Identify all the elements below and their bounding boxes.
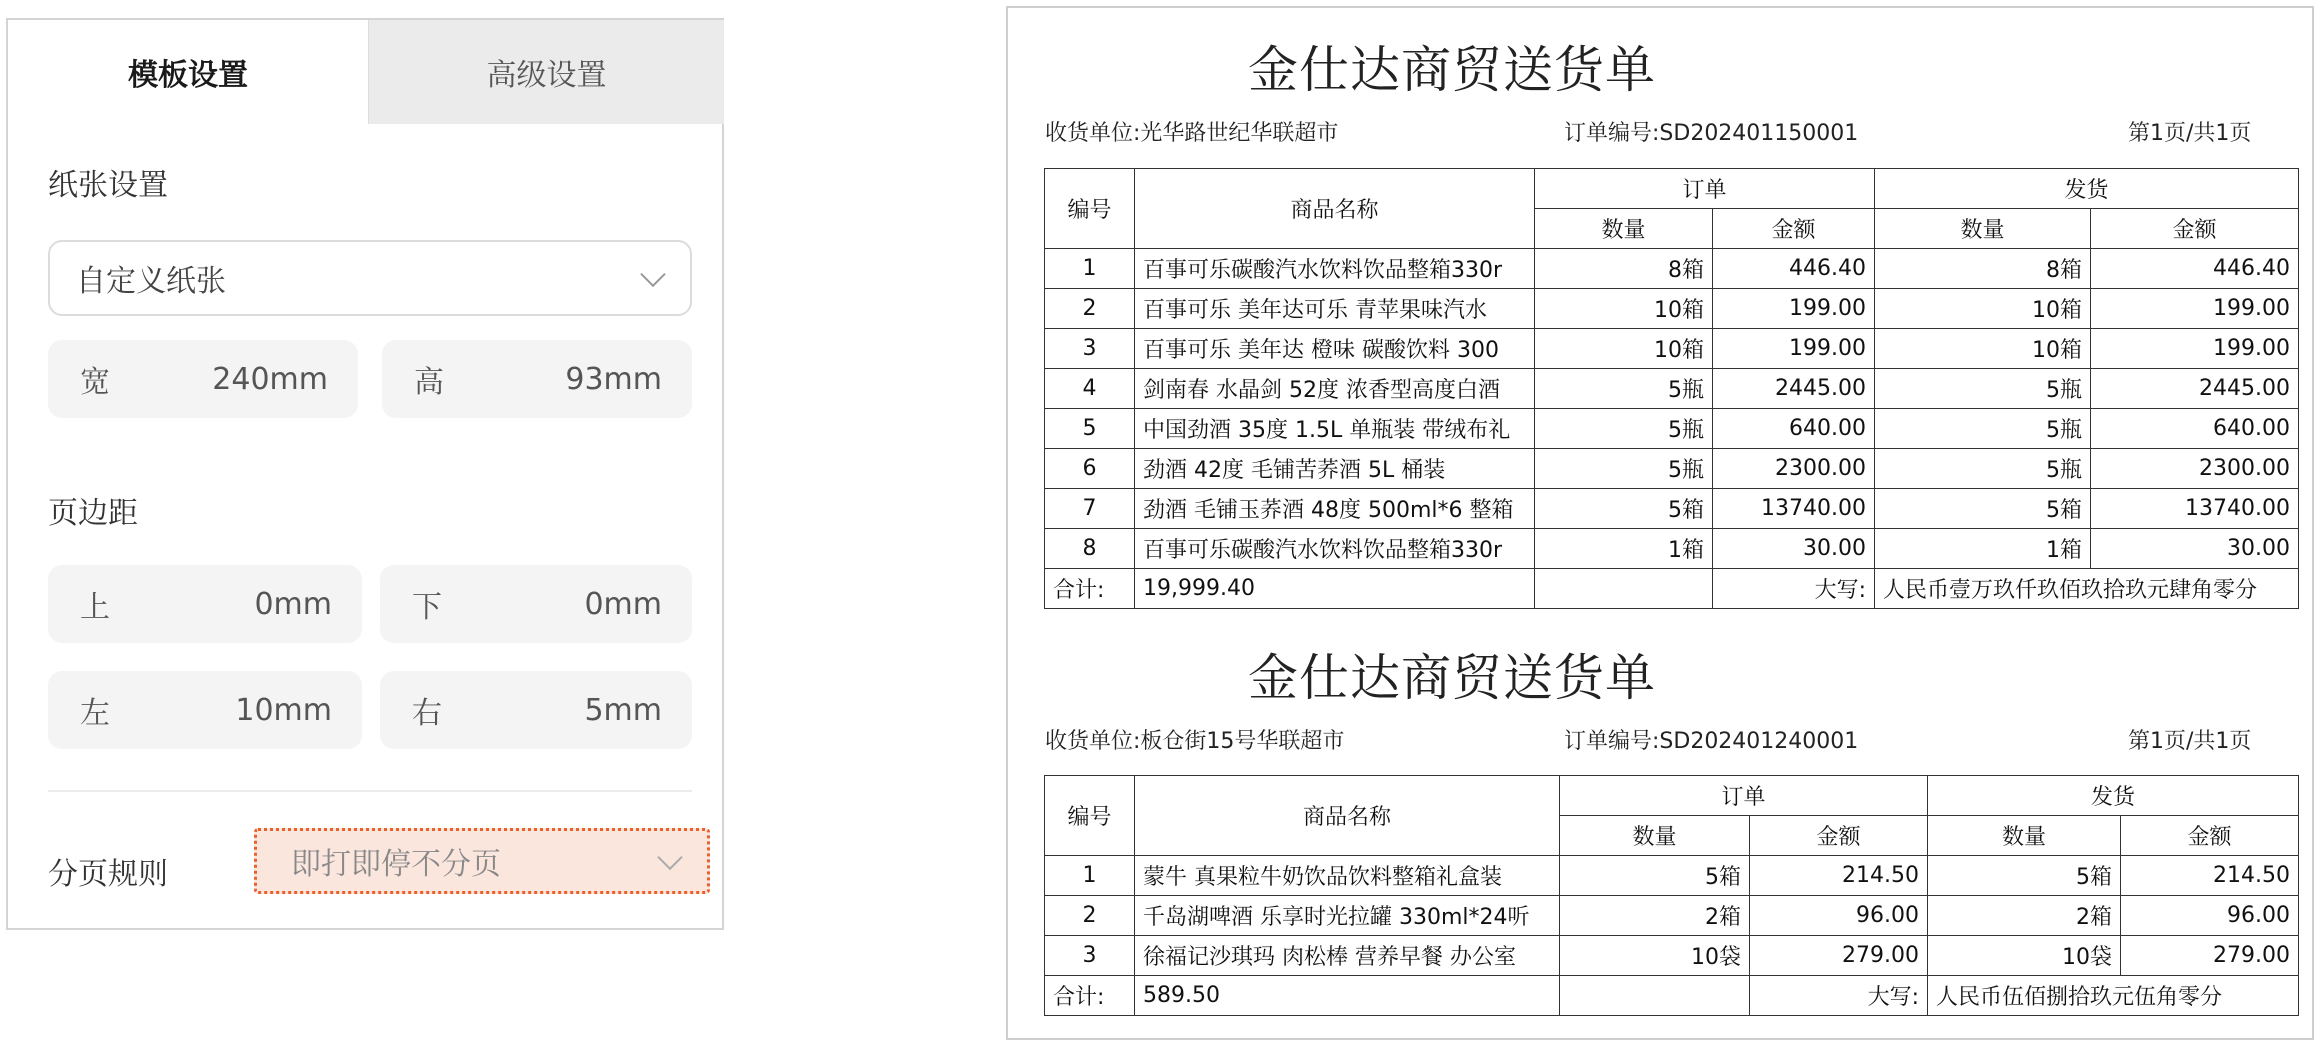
row-ship-qty: 8箱 bbox=[1875, 249, 2091, 289]
row-ship-qty: 10箱 bbox=[1875, 289, 2091, 329]
print-preview bbox=[1006, 6, 2314, 1040]
row-no: 8 bbox=[1045, 529, 1135, 569]
header-no: 编号 bbox=[1045, 776, 1135, 856]
header-order-qty: 数量 bbox=[1535, 209, 1713, 249]
empty-cell bbox=[1560, 976, 1750, 1016]
delivery-note-title: 金仕达商贸送货单 bbox=[1248, 41, 1656, 99]
paper-size-value: 自定义纸张 bbox=[76, 264, 226, 299]
row-order-qty: 10箱 bbox=[1535, 289, 1713, 329]
row-product-name: 剑南春 水晶剑 52度 浓香型高度白酒 bbox=[1135, 369, 1535, 409]
row-no: 3 bbox=[1045, 329, 1135, 369]
row-ship-qty: 5箱 bbox=[1875, 489, 2091, 529]
row-product-name: 劲酒 42度 毛铺苦荞酒 5L 桶装 bbox=[1135, 449, 1535, 489]
row-no: 1 bbox=[1045, 249, 1135, 289]
receiver-info: 收货单位:光华路世纪华联超市 bbox=[1045, 121, 1339, 146]
page-indicator: 第1页/共1页 bbox=[2128, 121, 2252, 146]
table-row bbox=[1045, 856, 2299, 896]
header-ship-amount: 金额 bbox=[2121, 816, 2299, 856]
row-order-amount: 446.40 bbox=[1713, 249, 1875, 289]
margin-top-value: 0mm bbox=[254, 586, 332, 622]
row-order-amount: 2300.00 bbox=[1713, 449, 1875, 489]
table-row bbox=[1045, 896, 2299, 936]
header-no: 编号 bbox=[1045, 169, 1135, 249]
capital-label: 大写: bbox=[1750, 976, 1928, 1016]
paper-settings-heading: 纸张设置 bbox=[48, 168, 168, 203]
header-order-qty: 数量 bbox=[1560, 816, 1750, 856]
section-divider bbox=[48, 790, 692, 792]
table-row bbox=[1045, 329, 2299, 369]
row-ship-qty: 5箱 bbox=[1928, 856, 2121, 896]
header-product-name: 商品名称 bbox=[1135, 169, 1535, 249]
row-ship-qty: 1箱 bbox=[1875, 529, 2091, 569]
row-order-amount: 13740.00 bbox=[1713, 489, 1875, 529]
row-ship-amount: 96.00 bbox=[2121, 896, 2299, 936]
row-order-qty: 5瓶 bbox=[1535, 369, 1713, 409]
row-order-amount: 214.50 bbox=[1750, 856, 1928, 896]
table-row bbox=[1045, 369, 2299, 409]
row-order-qty: 5瓶 bbox=[1535, 409, 1713, 449]
margins-heading: 页边距 bbox=[48, 496, 138, 531]
paper-height-label: 高 bbox=[414, 365, 444, 400]
delivery-note-title: 金仕达商贸送货单 bbox=[1248, 649, 1656, 707]
total-value: 19,999.40 bbox=[1135, 569, 1535, 609]
row-order-amount: 199.00 bbox=[1713, 289, 1875, 329]
paging-rule-value: 即打即停不分页 bbox=[291, 847, 501, 882]
delivery-table bbox=[1044, 168, 2299, 609]
header-ship-qty: 数量 bbox=[1875, 209, 2091, 249]
row-order-amount: 96.00 bbox=[1750, 896, 1928, 936]
table-row bbox=[1045, 449, 2299, 489]
tab-template-settings[interactable]: 模板设置 bbox=[8, 20, 368, 124]
row-order-amount: 640.00 bbox=[1713, 409, 1875, 449]
paper-size-select[interactable] bbox=[48, 240, 692, 316]
row-order-qty: 8箱 bbox=[1535, 249, 1713, 289]
row-order-amount: 2445.00 bbox=[1713, 369, 1875, 409]
header-ship-qty: 数量 bbox=[1928, 816, 2121, 856]
row-order-amount: 199.00 bbox=[1713, 329, 1875, 369]
table-row bbox=[1045, 249, 2299, 289]
order-number: 订单编号:SD202401150001 bbox=[1564, 121, 1859, 146]
total-label: 合计: bbox=[1045, 976, 1135, 1016]
header-shipment: 发货 bbox=[1875, 169, 2299, 209]
settings-tabs bbox=[8, 20, 722, 124]
row-order-qty: 5箱 bbox=[1560, 856, 1750, 896]
row-ship-amount: 13740.00 bbox=[2091, 489, 2299, 529]
chevron-down-icon bbox=[640, 262, 665, 287]
row-order-amount: 30.00 bbox=[1713, 529, 1875, 569]
row-ship-amount: 640.00 bbox=[2091, 409, 2299, 449]
chevron-down-icon bbox=[657, 845, 682, 870]
row-no: 7 bbox=[1045, 489, 1135, 529]
paper-width-field[interactable] bbox=[48, 340, 358, 418]
row-order-qty: 10袋 bbox=[1560, 936, 1750, 976]
row-no: 5 bbox=[1045, 409, 1135, 449]
row-ship-qty: 10箱 bbox=[1875, 329, 2091, 369]
margin-top-label: 上 bbox=[80, 590, 110, 625]
row-product-name: 蒙牛 真果粒牛奶饮品饮料整箱礼盒装 bbox=[1135, 856, 1560, 896]
total-label: 合计: bbox=[1045, 569, 1135, 609]
total-row bbox=[1045, 569, 2299, 609]
margin-bottom-field[interactable] bbox=[380, 565, 692, 643]
margin-right-field[interactable] bbox=[380, 671, 692, 749]
header-order: 订单 bbox=[1535, 169, 1875, 209]
row-ship-amount: 2300.00 bbox=[2091, 449, 2299, 489]
row-product-name: 百事可乐碳酸汽水饮料饮品整箱330r bbox=[1135, 529, 1535, 569]
empty-cell bbox=[1535, 569, 1713, 609]
row-ship-amount: 2445.00 bbox=[2091, 369, 2299, 409]
table-row bbox=[1045, 409, 2299, 449]
header-ship-amount: 金额 bbox=[2091, 209, 2299, 249]
row-product-name: 百事可乐 美年达 橙味 碳酸饮料 300 bbox=[1135, 329, 1535, 369]
row-ship-amount: 199.00 bbox=[2091, 289, 2299, 329]
header-product-name: 商品名称 bbox=[1135, 776, 1560, 856]
capital-label: 大写: bbox=[1713, 569, 1875, 609]
row-ship-amount: 30.00 bbox=[2091, 529, 2299, 569]
row-no: 4 bbox=[1045, 369, 1135, 409]
table-row bbox=[1045, 289, 2299, 329]
row-order-amount: 279.00 bbox=[1750, 936, 1928, 976]
row-product-name: 徐福记沙琪玛 肉松棒 营养早餐 办公室 bbox=[1135, 936, 1560, 976]
margin-left-value: 10mm bbox=[235, 692, 332, 728]
margin-right-label: 右 bbox=[412, 696, 442, 731]
row-ship-qty: 5瓶 bbox=[1875, 409, 2091, 449]
header-order: 订单 bbox=[1560, 776, 1928, 816]
order-number: 订单编号:SD202401240001 bbox=[1564, 729, 1859, 754]
row-no: 2 bbox=[1045, 289, 1135, 329]
table-row bbox=[1045, 529, 2299, 569]
paper-height-value: 93mm bbox=[565, 361, 662, 397]
paging-rule-label: 分页规则 bbox=[48, 857, 168, 892]
margin-bottom-value: 0mm bbox=[584, 586, 662, 622]
row-ship-amount: 279.00 bbox=[2121, 936, 2299, 976]
header-order-amount: 金额 bbox=[1750, 816, 1928, 856]
header-order-amount: 金额 bbox=[1713, 209, 1875, 249]
row-product-name: 劲酒 毛铺玉荞酒 48度 500ml*6 整箱 bbox=[1135, 489, 1535, 529]
row-product-name: 中国劲酒 35度 1.5L 单瓶装 带绒布礼 bbox=[1135, 409, 1535, 449]
table-row bbox=[1045, 936, 2299, 976]
row-no: 3 bbox=[1045, 936, 1135, 976]
capital-amount: 人民币壹万玖仟玖佰玖拾玖元肆角零分 bbox=[1875, 569, 2299, 609]
margin-top-field[interactable] bbox=[48, 565, 362, 643]
receiver-info: 收货单位:板仓街15号华联超市 bbox=[1045, 729, 1345, 754]
row-no: 1 bbox=[1045, 856, 1135, 896]
row-no: 6 bbox=[1045, 449, 1135, 489]
margin-left-label: 左 bbox=[80, 696, 110, 731]
tab-advanced-settings[interactable]: 高级设置 bbox=[368, 20, 724, 124]
row-product-name: 百事可乐 美年达可乐 青苹果味汽水 bbox=[1135, 289, 1535, 329]
delivery-table bbox=[1044, 775, 2299, 1016]
row-product-name: 百事可乐碳酸汽水饮料饮品整箱330r bbox=[1135, 249, 1535, 289]
paper-width-label: 宽 bbox=[80, 365, 110, 400]
margin-bottom-label: 下 bbox=[412, 590, 442, 625]
row-product-name: 千岛湖啤酒 乐享时光拉罐 330ml*24听 bbox=[1135, 896, 1560, 936]
row-ship-qty: 10袋 bbox=[1928, 936, 2121, 976]
row-ship-qty: 5瓶 bbox=[1875, 449, 2091, 489]
capital-amount: 人民币伍佰捌拾玖元伍角零分 bbox=[1928, 976, 2299, 1016]
page-indicator: 第1页/共1页 bbox=[2128, 729, 2252, 754]
row-no: 2 bbox=[1045, 896, 1135, 936]
row-order-qty: 1箱 bbox=[1535, 529, 1713, 569]
row-ship-amount: 446.40 bbox=[2091, 249, 2299, 289]
paper-height-field[interactable] bbox=[382, 340, 692, 418]
margin-right-value: 5mm bbox=[584, 692, 662, 728]
margin-left-field[interactable] bbox=[48, 671, 362, 749]
row-order-qty: 10箱 bbox=[1535, 329, 1713, 369]
total-row bbox=[1045, 976, 2299, 1016]
paper-width-value: 240mm bbox=[212, 361, 328, 397]
row-order-qty: 2箱 bbox=[1560, 896, 1750, 936]
row-order-qty: 5箱 bbox=[1535, 489, 1713, 529]
row-ship-qty: 5瓶 bbox=[1875, 369, 2091, 409]
row-ship-amount: 199.00 bbox=[2091, 329, 2299, 369]
paging-rule-select[interactable] bbox=[254, 828, 710, 894]
table-row bbox=[1045, 489, 2299, 529]
header-shipment: 发货 bbox=[1928, 776, 2299, 816]
row-order-qty: 5瓶 bbox=[1535, 449, 1713, 489]
row-ship-amount: 214.50 bbox=[2121, 856, 2299, 896]
row-ship-qty: 2箱 bbox=[1928, 896, 2121, 936]
total-value: 589.50 bbox=[1135, 976, 1560, 1016]
template-settings-panel bbox=[6, 18, 724, 930]
